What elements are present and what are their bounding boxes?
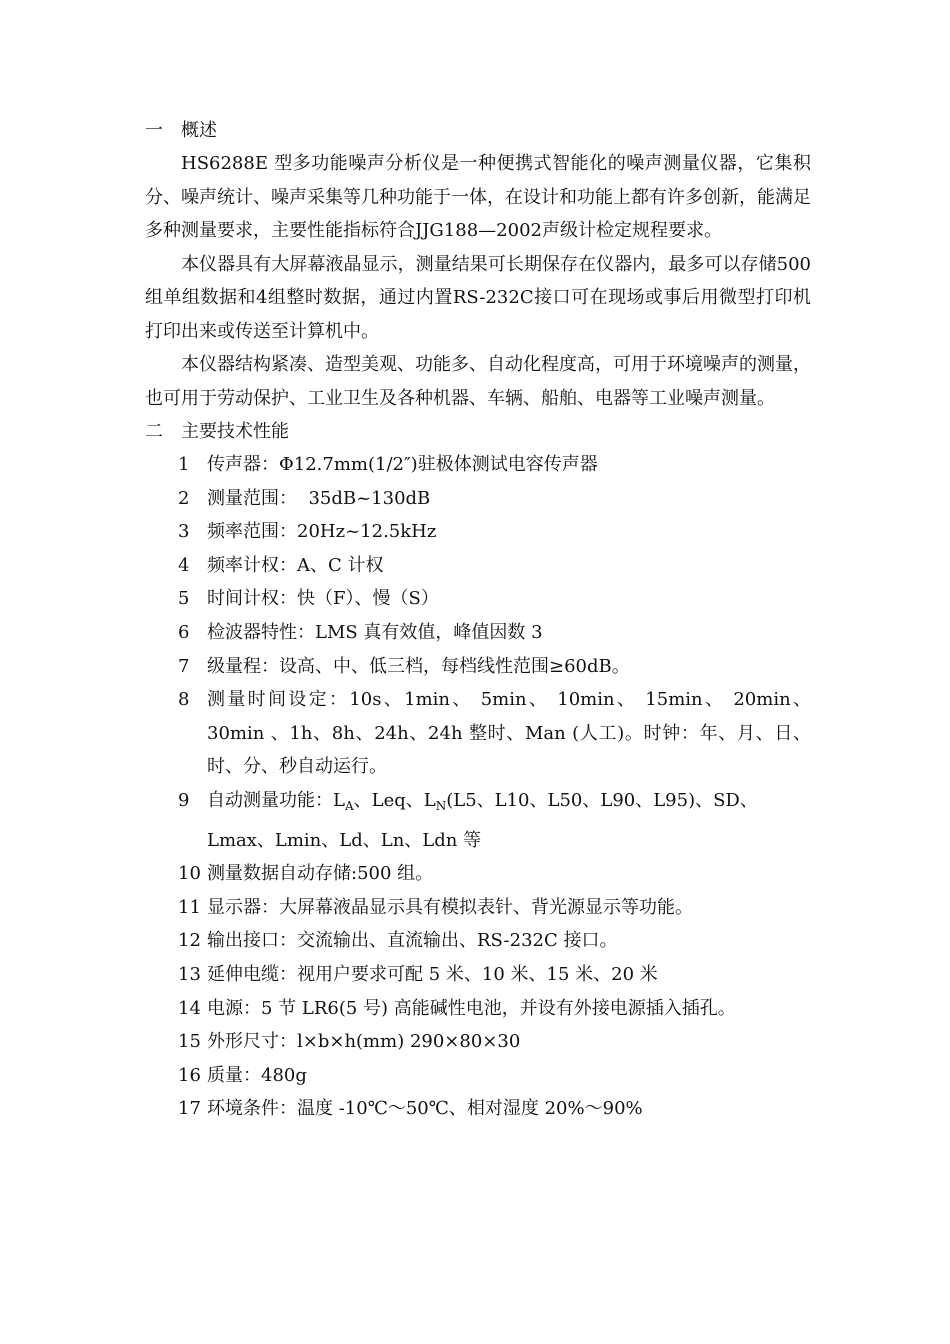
- spec-item-text: 延伸电缆：视用户要求可配 5 米、10 米、15 米、20 米: [207, 963, 658, 985]
- spec-item-text: 级量程：设高、中、低三档，每档线性范围≥60dB。: [207, 655, 630, 677]
- spec-text-part: (L5、L10、L50、L90、L95)、SD、Lmax、Lmin、Ld、Ln、Ldn 等: [207, 789, 758, 851]
- spec-item: [145, 683, 811, 784]
- spec-item-text: 测量数据自动存储:500 组。: [207, 863, 434, 885]
- spec-item-number: 5: [178, 588, 190, 610]
- spec-item: [145, 650, 811, 684]
- spec-item-number: 17: [178, 1098, 201, 1120]
- spec-item-number: 3: [178, 521, 190, 543]
- spec-item: [145, 582, 811, 616]
- spec-item-text: 频率范围：20Hz~12.5kHz: [207, 521, 437, 543]
- spec-item-text: 测量时间设定：10s、1min、 5min、 10min、 15min、 20min、30min 、1h、8h、24h、24h 整时、Man (人工)。时钟：年、月、日、时、分、秒自动运行。: [207, 689, 811, 778]
- spec-item: [145, 1025, 811, 1059]
- spec-item: [145, 448, 811, 482]
- spec-item-text: 质量：480g: [207, 1064, 307, 1086]
- section-title: 主要技术性能: [181, 421, 289, 442]
- section-heading-specs: [145, 415, 811, 448]
- spec-text-part: 、Leq、L: [353, 789, 436, 811]
- spec-item-text: 外形尺寸：l×b×h(mm) 290×80×30: [207, 1031, 521, 1053]
- spec-item-text: 检波器特性：LMS 真有效值，峰值因数 3: [207, 621, 543, 643]
- spec-item: [145, 992, 811, 1026]
- document-content: [145, 114, 811, 1126]
- spec-item-text: 显示器：大屏幕液晶显示具有模拟表针、背光源显示等功能。: [207, 896, 693, 918]
- spec-item: [145, 1092, 811, 1126]
- section-number: 一: [145, 120, 163, 141]
- spec-item: [145, 958, 811, 992]
- spec-item-text: 频率计权：A、C 计权: [207, 554, 384, 576]
- section-heading-overview: [145, 114, 811, 147]
- spec-item-number: 12: [178, 930, 201, 952]
- spec-item: [145, 616, 811, 650]
- spec-item: [145, 784, 811, 857]
- spec-item-number: 14: [178, 997, 201, 1019]
- spec-item-text: 输出接口：交流输出、直流输出、RS-232C 接口。: [207, 930, 618, 952]
- spec-item: [145, 1059, 811, 1093]
- spec-list: [145, 448, 811, 1126]
- subscript-a: A: [344, 798, 354, 813]
- spec-item-number: 2: [178, 487, 190, 509]
- overview-paragraph: HS6288E 型多功能噪声分析仪是一种便携式智能化的噪声测量仪器，它集积分、噪声统计、噪声采集等几种功能于一体，在设计和功能上都有许多创新，能满足多种测量要求，主要性能指标符合JJG188—2002声级计检定规程要求。: [145, 153, 811, 241]
- spec-item-number: 1: [178, 454, 190, 475]
- spec-item-number: 10: [178, 863, 201, 885]
- spec-item-number: 16: [178, 1064, 201, 1086]
- spec-item: [145, 482, 811, 516]
- spec-item: [145, 857, 811, 891]
- spec-item-number: 6: [178, 621, 190, 643]
- spec-item: [145, 891, 811, 925]
- spec-item-number: 13: [178, 963, 201, 985]
- spec-item-text: 时间计权：快（F）、慢（S）: [207, 588, 439, 610]
- spec-item-text: 传声器：Φ12.7mm(1/2″)驻极体测试电容传声器: [207, 454, 598, 475]
- spec-text-part: 自动测量功能：L: [207, 789, 345, 811]
- spec-item-text: 环境条件：温度 -10℃～50℃、相对湿度 20%～90%: [207, 1098, 643, 1120]
- spec-item-number: 11: [178, 896, 201, 918]
- section-number: 二: [145, 421, 163, 442]
- spec-item-text: 电源：5 节 LR6(5 号) 高能碱性电池，并设有外接电源插入插孔。: [207, 997, 736, 1019]
- spec-item-number: 4: [178, 554, 190, 576]
- spec-item: [145, 515, 811, 549]
- spec-item-number: 9: [178, 789, 190, 811]
- spec-item-number: 15: [178, 1031, 201, 1053]
- spec-item-number: 7: [178, 655, 190, 677]
- spec-item-text: 测量范围： 35dB~130dB: [207, 487, 431, 509]
- subscript-n: N: [435, 798, 447, 813]
- spec-item-text: [207, 784, 811, 857]
- spec-item: [145, 924, 811, 958]
- overview-paragraph: 本仪器结构紧凑、造型美观、功能多、自动化程度高，可用于环境噪声的测量，也可用于劳动保护、工业卫生及各种机器、车辆、船舶、电器等工业噪声测量。: [145, 354, 811, 409]
- spec-item-number: 8: [178, 689, 190, 711]
- overview-paragraph: 本仪器具有大屏幕液晶显示，测量结果可长期保存在仪器内，最多可以存储500组单组数据和4组整时数据，通过内置RS-232C接口可在现场或事后用微型打印机打印出来或传送至计算机中。: [145, 253, 811, 342]
- spec-item: [145, 549, 811, 583]
- section-title: 概述: [181, 120, 217, 141]
